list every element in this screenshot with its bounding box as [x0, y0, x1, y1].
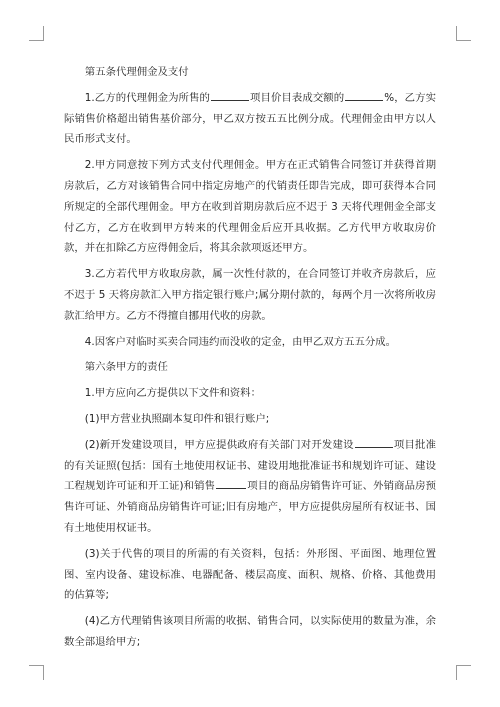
section-6-title: 第六条甲方的责任 — [84, 361, 168, 374]
text-segment: 项目价目表成交额的 — [249, 91, 345, 104]
section-6-paragraph-4: (3)关于代售的项目的所需的有关资料，包括：外形图、平面图、地理位置图、室内设备、建设标准、电器配备、楼层高度、面积、规格、价格、其他费用的估算等; — [64, 547, 436, 602]
fill-in-blank — [355, 437, 393, 448]
section-6-paragraph-3 — [64, 435, 436, 539]
section-5-paragraph-1 — [64, 88, 436, 150]
fill-in-blank — [345, 90, 383, 101]
document-body — [64, 62, 436, 658]
section-5-paragraph-4: 4.因客户对临时买卖合同违约而没收的定金，由甲乙双方五五分成。 — [84, 335, 397, 348]
text-segment: %，乙方实际销售价格超出销售基价部分，甲乙双方按五五比例分成。代理佣金由甲方以人民币形式支付。 — [64, 91, 436, 146]
text-segment: 1.乙方的代理佣金为所售的 — [84, 91, 210, 104]
crop-mark-top-right — [456, 26, 471, 41]
crop-mark-bottom-right — [456, 665, 471, 680]
text-segment: 项目批准的有关证照(包括：国有土地使用权证书、建设用地批准证书和规划许可证、建设工程规划许可证和开工证)和销售 — [64, 438, 436, 493]
text-segment: (2)新开发建设项目，甲方应提供政府有关部门对开发建设 — [84, 438, 354, 451]
section-6-paragraph-1: 1.甲方应向乙方提供以下文件和资料： — [84, 387, 261, 400]
section-6-paragraph-2: (1)甲方营业执照副本复印件和银行账户; — [84, 412, 270, 425]
text-segment: 项目的商品房销售许可证、外销商品房预售许可证、外销商品房销售许可证;旧有房地产，甲方应提供房屋所有权证书、国有土地使用权证书。 — [64, 480, 436, 534]
section-5-title: 第五条代理佣金及支付 — [84, 66, 189, 78]
fill-in-blank — [211, 90, 249, 101]
section-5-paragraph-3: 3.乙方若代甲方收取房款，属一次性付款的，在合同签订并收齐房款后，应不迟于 5 天将房款汇入甲方指定银行账户;属分期付款的，每两个月一次将所收房款汇给甲方。乙方不得擅自挪用代收的房款。 — [64, 268, 436, 322]
fill-in-blank — [216, 478, 246, 489]
crop-mark-bottom-left — [29, 665, 44, 680]
section-6-paragraph-5: (4)乙方代理销售该项目所需的收据、销售合同，以实际使用的数量为准，余数全部退给甲方; — [64, 615, 436, 648]
section-5-paragraph-2: 2.甲方同意按下列方式支付代理佣金。甲方在正式销售合同签订并获得首期房款后，乙方对该销售合同中指定房地产的代销责任即告完成，即可获得本合同所规定的全部代理佣金。甲方在收到首期房款后应不迟于 3 天将代理佣金全部支付乙方，乙方在收到甲方转来的代理佣金后应开具收据。乙方代甲方收取房价款，并在扣除乙方应得佣金后，将其余款项返还甲方。 — [64, 159, 436, 255]
crop-mark-top-left — [29, 26, 44, 41]
